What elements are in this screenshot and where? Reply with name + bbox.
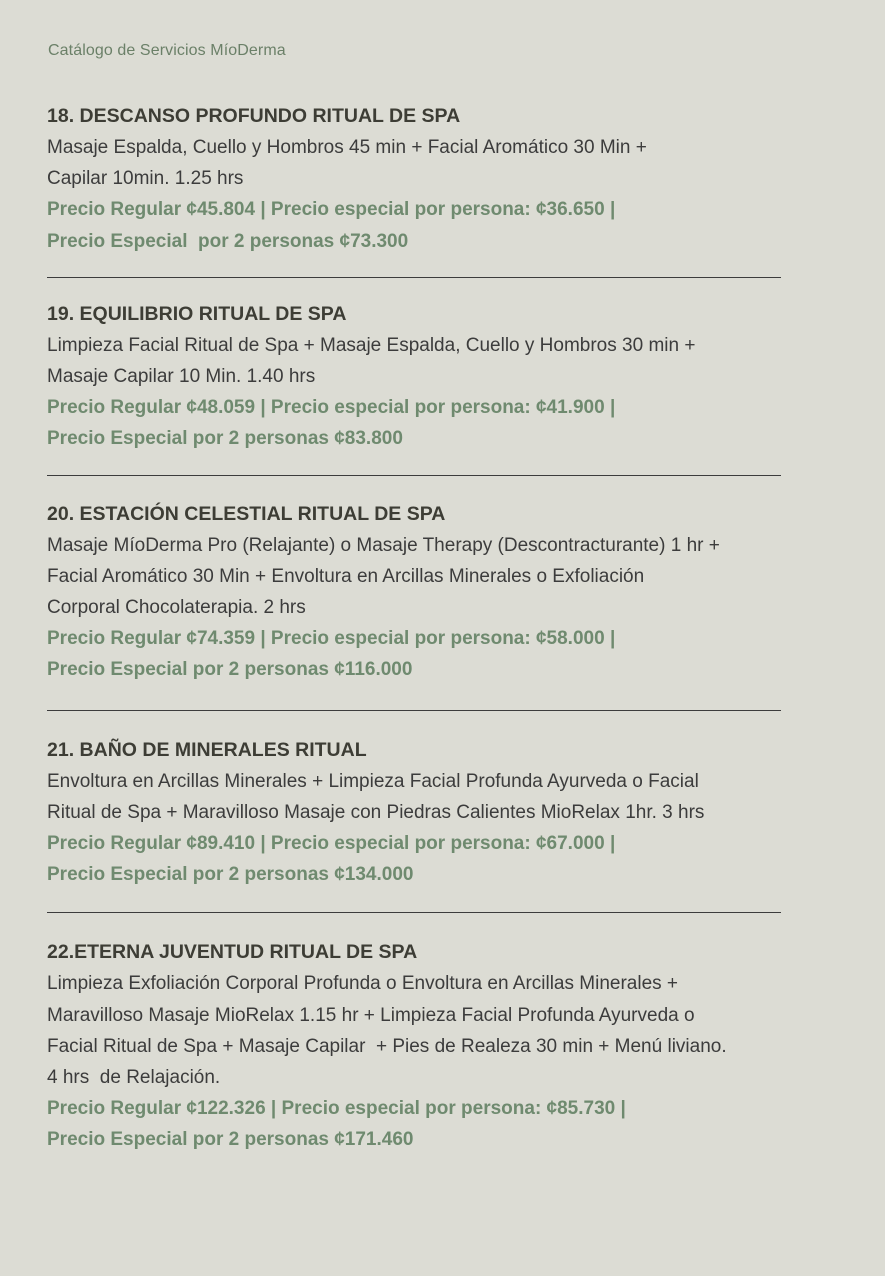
service-20	[47, 499, 781, 686]
service-description-line: Masaje Capilar 10 Min. 1.40 hrs	[47, 366, 316, 388]
service-19	[47, 299, 781, 455]
service-description-line: Limpieza Exfoliación Corporal Profunda o Envoltura en Arcillas Minerales +	[47, 973, 679, 995]
service-title: 21. BAÑO DE MINERALES RITUAL	[47, 738, 367, 761]
service-description-line: Envoltura en Arcillas Minerales + Limpieza Facial Profunda Ayurveda o Facial	[47, 770, 699, 792]
service-18	[47, 101, 781, 257]
service-description-line: 4 hrs de Relajación.	[47, 1067, 221, 1089]
service-price-line: Precio Especial por 2 personas ¢134.000	[47, 864, 414, 886]
service-title: 22.ETERNA JUVENTUD RITUAL DE SPA	[47, 941, 418, 964]
service-price-line: Precio Especial por 2 personas ¢73.300	[47, 230, 409, 252]
service-description-line: Limpieza Facial Ritual de Spa + Masaje Espalda, Cuello y Hombros 30 min +	[47, 334, 696, 356]
service-description-line: Facial Ritual de Spa + Masaje Capilar + Pies de Realeza 30 min + Menú liviano.	[47, 1035, 727, 1057]
section-divider	[47, 475, 781, 476]
service-description-line: Masaje MíoDerma Pro (Relajante) o Masaje Therapy (Descontracturante) 1 hr +	[47, 534, 720, 556]
section-divider	[47, 277, 781, 278]
service-description-line: Masaje Espalda, Cuello y Hombros 45 min + Facial Aromático 30 Min +	[47, 137, 647, 158]
service-price-line: Precio Regular ¢74.359 | Precio especial por persona: ¢58.000 |	[47, 628, 616, 650]
service-title: 20. ESTACIÓN CELESTIAL RITUAL DE SPA	[47, 502, 446, 525]
service-price-line: Precio Especial por 2 personas ¢116.000	[47, 659, 413, 681]
service-price-line: Precio Especial por 2 personas ¢171.460	[47, 1129, 414, 1151]
service-price-line: Precio Regular ¢89.410 | Precio especial por persona: ¢67.000 |	[47, 833, 616, 855]
service-description-line: Ritual de Spa + Maravilloso Masaje con Piedras Calientes MioRelax 1hr. 3 hrs	[47, 801, 705, 823]
service-price-line: Precio Especial por 2 personas ¢83.800	[47, 428, 403, 450]
service-price-line: Precio Regular ¢45.804 | Precio especial por persona: ¢36.650 |	[47, 199, 616, 221]
service-price-line: Precio Regular ¢122.326 | Precio especial por persona: ¢85.730 |	[47, 1098, 626, 1120]
service-description-line: Corporal Chocolaterapia. 2 hrs	[47, 597, 306, 619]
section-divider	[47, 710, 781, 711]
service-title: 18. DESCANSO PROFUNDO RITUAL DE SPA	[47, 105, 461, 127]
section-divider	[47, 912, 781, 913]
service-description-line: Capilar 10min. 1.25 hrs	[47, 168, 244, 190]
service-description-line: Maravilloso Masaje MioRelax 1.15 hr + Limpieza Facial Profunda Ayurveda o	[47, 1004, 695, 1026]
service-21	[47, 735, 781, 891]
services-list	[47, 101, 781, 1156]
service-22	[47, 937, 781, 1155]
catalog-header: Catálogo de Servicios MíoDerma	[48, 42, 286, 59]
service-description-line: Facial Aromático 30 Min + Envoltura en Arcillas Minerales o Exfoliación	[47, 565, 645, 587]
service-title: 19. EQUILIBRIO RITUAL DE SPA	[47, 302, 347, 325]
service-price-line: Precio Regular ¢48.059 | Precio especial por persona: ¢41.900 |	[47, 397, 616, 419]
